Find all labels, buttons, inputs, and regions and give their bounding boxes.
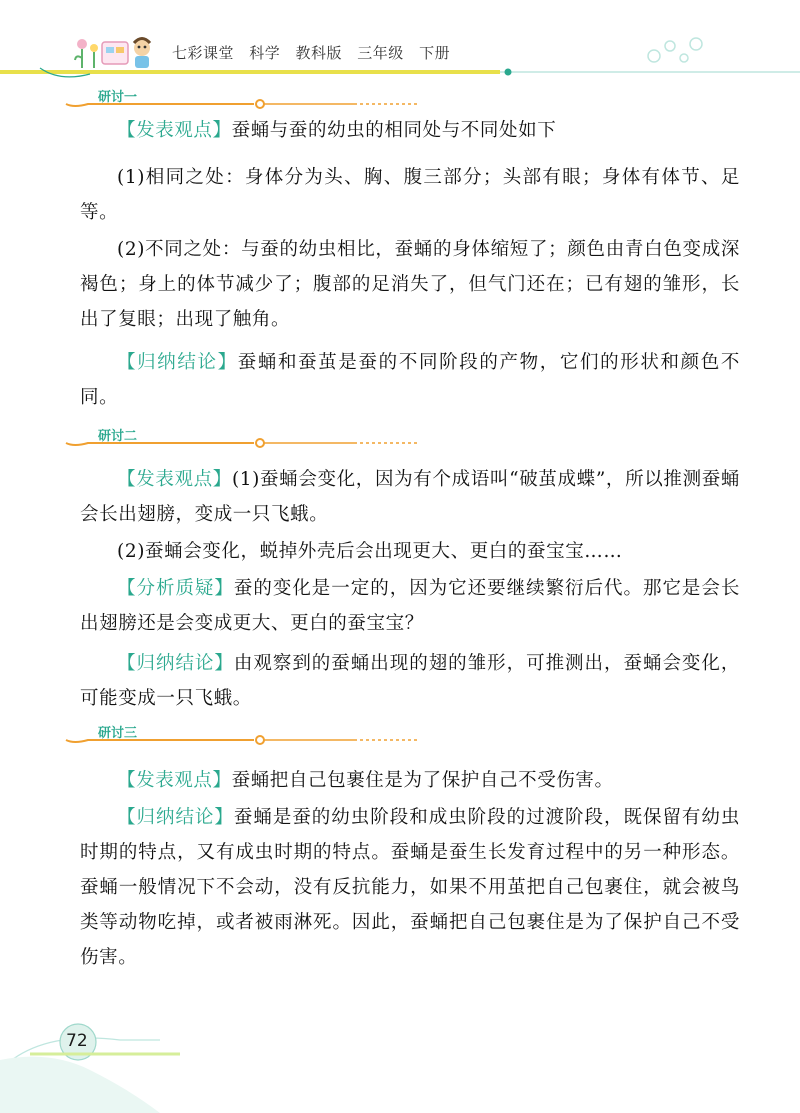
paragraph-text: (2)不同之处：与蚕的幼虫相比，蚕蛹的身体缩短了；颜色由青白色变成深褐色；身上的体节减少了；腹部的足消失了，但气门还在；已有翅的雏形，长出了复眼；出现了触角。 <box>80 239 740 330</box>
paragraph <box>80 462 740 532</box>
paragraph-text: (1)蚕蛹会变化，因为有个成语叫“破茧成蝶”，所以推测蚕蛹会长出翅膀，变成一只飞蛾。 <box>80 469 740 525</box>
page-header <box>0 0 800 90</box>
paragraph <box>80 571 740 641</box>
paragraph <box>80 534 740 569</box>
paragraph-text: 蚕蛹把自己包裹住是为了保护自己不受伤害。 <box>231 770 614 791</box>
paragraph-text: 由观察到的蚕蛹出现的翅的雏形，可推测出，蚕蛹会变化，可能变成一只飞蛾。 <box>80 653 740 709</box>
paragraph <box>80 232 740 337</box>
paragraph <box>80 160 740 230</box>
paragraph-tag: 【发表观点】 <box>117 469 232 490</box>
page-number: 72 <box>66 1031 88 1051</box>
paragraph-tag: 【归纳结论】 <box>117 352 238 373</box>
section-heading-2 <box>64 425 424 449</box>
paragraph-text: 蚕蛹和蚕茧是蚕的不同阶段的产物，它们的形状和颜色不同。 <box>80 352 740 408</box>
section-heading-3 <box>64 722 424 746</box>
paragraph <box>80 113 740 148</box>
paragraph-tag: 【发表观点】 <box>117 120 232 141</box>
section-heading-1 <box>64 86 424 110</box>
paragraph-text: 蚕的变化是一定的，因为它还要继续繁衍后代。那它是会长出翅膀还是会变成更大、更白的蚕宝宝？ <box>80 578 740 634</box>
paragraph <box>80 763 740 798</box>
page-number-decoration-icon <box>0 1010 200 1113</box>
paragraph-text: (1)相同之处：身体分为头、胸、腹三部分；头部有眼；身体有体节、足等。 <box>80 167 740 223</box>
section-title: 研讨三 <box>98 726 138 741</box>
paragraph-tag: 【归纳结论】 <box>117 653 234 674</box>
section-title: 研讨一 <box>98 90 138 105</box>
paragraph-tag: 【分析质疑】 <box>117 578 234 599</box>
paragraph-tag: 【归纳结论】 <box>117 807 234 828</box>
paragraph-text: 蚕蛹与蚕的幼虫的相同处与不同处如下 <box>231 120 557 141</box>
decorative-circles-icon <box>640 30 720 70</box>
section-title: 研讨二 <box>98 429 138 444</box>
paragraph <box>80 800 740 975</box>
paragraph <box>80 646 740 716</box>
paragraph-text: 蚕蛹是蚕的幼虫阶段和成虫阶段的过渡阶段，既保留有幼虫时期的特点，又有成虫时期的特点。蚕蛹是蚕生长发育过程中的另一种形态。蚕蛹一般情况下不会动，没有反抗能力，如果不用茧把自己包裹住，就会被鸟类等动物吃掉，或者被雨淋死。因此，蚕蛹把自己包裹住是为了保护自己不受伤害。 <box>80 807 740 968</box>
header-title: 七彩课堂 科学 教科版 三年级 下册 <box>172 44 451 62</box>
paragraph-text: (2)蚕蛹会变化，蜕掉外壳后会出现更大、更白的蚕宝宝…… <box>117 541 623 562</box>
paragraph-tag: 【发表观点】 <box>117 770 232 791</box>
header-divider <box>0 66 800 86</box>
paragraph <box>80 345 740 415</box>
